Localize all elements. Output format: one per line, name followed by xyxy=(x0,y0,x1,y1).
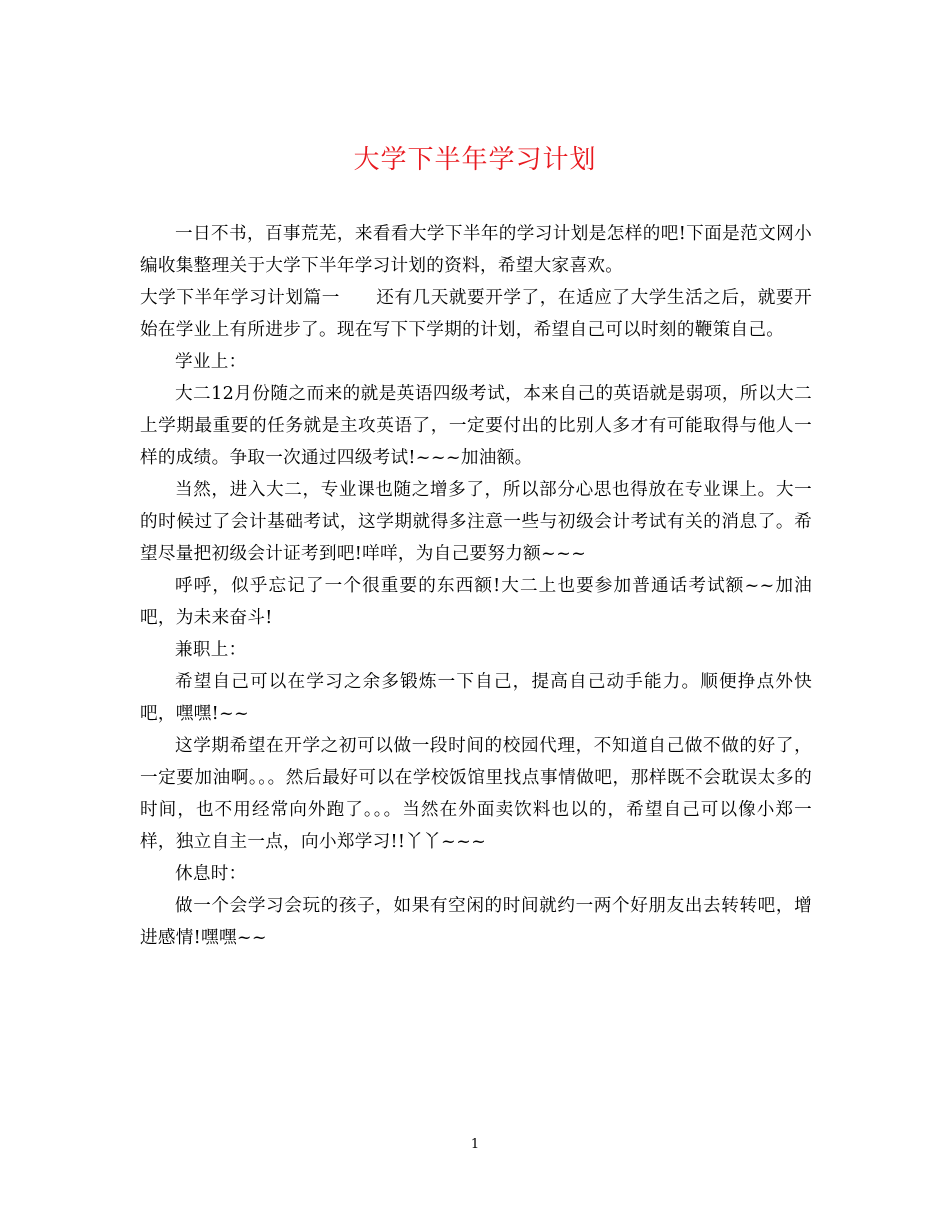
body-paragraph: 大学下半年学习计划篇一 还有几天就要开学了，在适应了大学生活之后，就要开始在学业上有所进步了。现在写下下学期的计划，希望自己可以时刻的鞭策自己。 xyxy=(140,288,812,340)
body-paragraph: 休息时： xyxy=(175,864,247,884)
body-paragraph: 做一个会学习会玩的孩子，如果有空闲的时间就约一两个好朋友出去转转吧，增进感情!嘿嘿~~ xyxy=(140,896,812,948)
body-paragraph: 兼职上： xyxy=(175,640,247,660)
body-paragraph: 大二12月份随之而来的就是英语四级考试，本来自己的英语就是弱项，所以大二上学期最重要的任务就是主攻英语了，一定要付出的比别人多才有可能取得与他人一样的成绩。争取一次通过四级考试!~~~加油额。 xyxy=(140,384,812,468)
body-paragraph: 这学期希望在开学之初可以做一段时间的校园代理，不知道自己做不做的好了，一定要加油啊。。。然后最好可以在学校饭馆里找点事情做吧，那样既不会耽误太多的时间，也不用经常向外跑了。。。当然在外面卖饮料也以的，希望自己可以像小郑一样，独立自主一点，向小郑学习!!丫丫~~~ xyxy=(140,736,812,852)
body-paragraph: 学业上： xyxy=(175,352,247,372)
body-paragraph: 希望自己可以在学习之余多锻炼一下自己，提高自己动手能力。顺便挣点外快吧，嘿嘿!~~ xyxy=(140,672,812,724)
body-paragraph: 一日不书，百事荒芜，来看看大学下半年的学习计划是怎样的吧!下面是范文网小编收集整理关于大学下半年学习计划的资料，希望大家喜欢。 xyxy=(140,224,812,276)
body-paragraph: 呼呼，似乎忘记了一个很重要的东西额!大二上也要参加普通话考试额~~加油吧，为未来奋斗! xyxy=(140,576,812,628)
page-number: 1 xyxy=(470,1137,480,1152)
document-title: 大学下半年学习计划 xyxy=(353,145,597,175)
body-paragraph: 当然，进入大二，专业课也随之增多了，所以部分心思也得放在专业课上。大一的时候过了会计基础考试，这学期就得多注意一些与初级会计考试有关的消息了。希望尽量把初级会计证考到吧!咩咩，为自己要努力额~~~ xyxy=(140,480,812,564)
document-body xyxy=(140,218,812,954)
